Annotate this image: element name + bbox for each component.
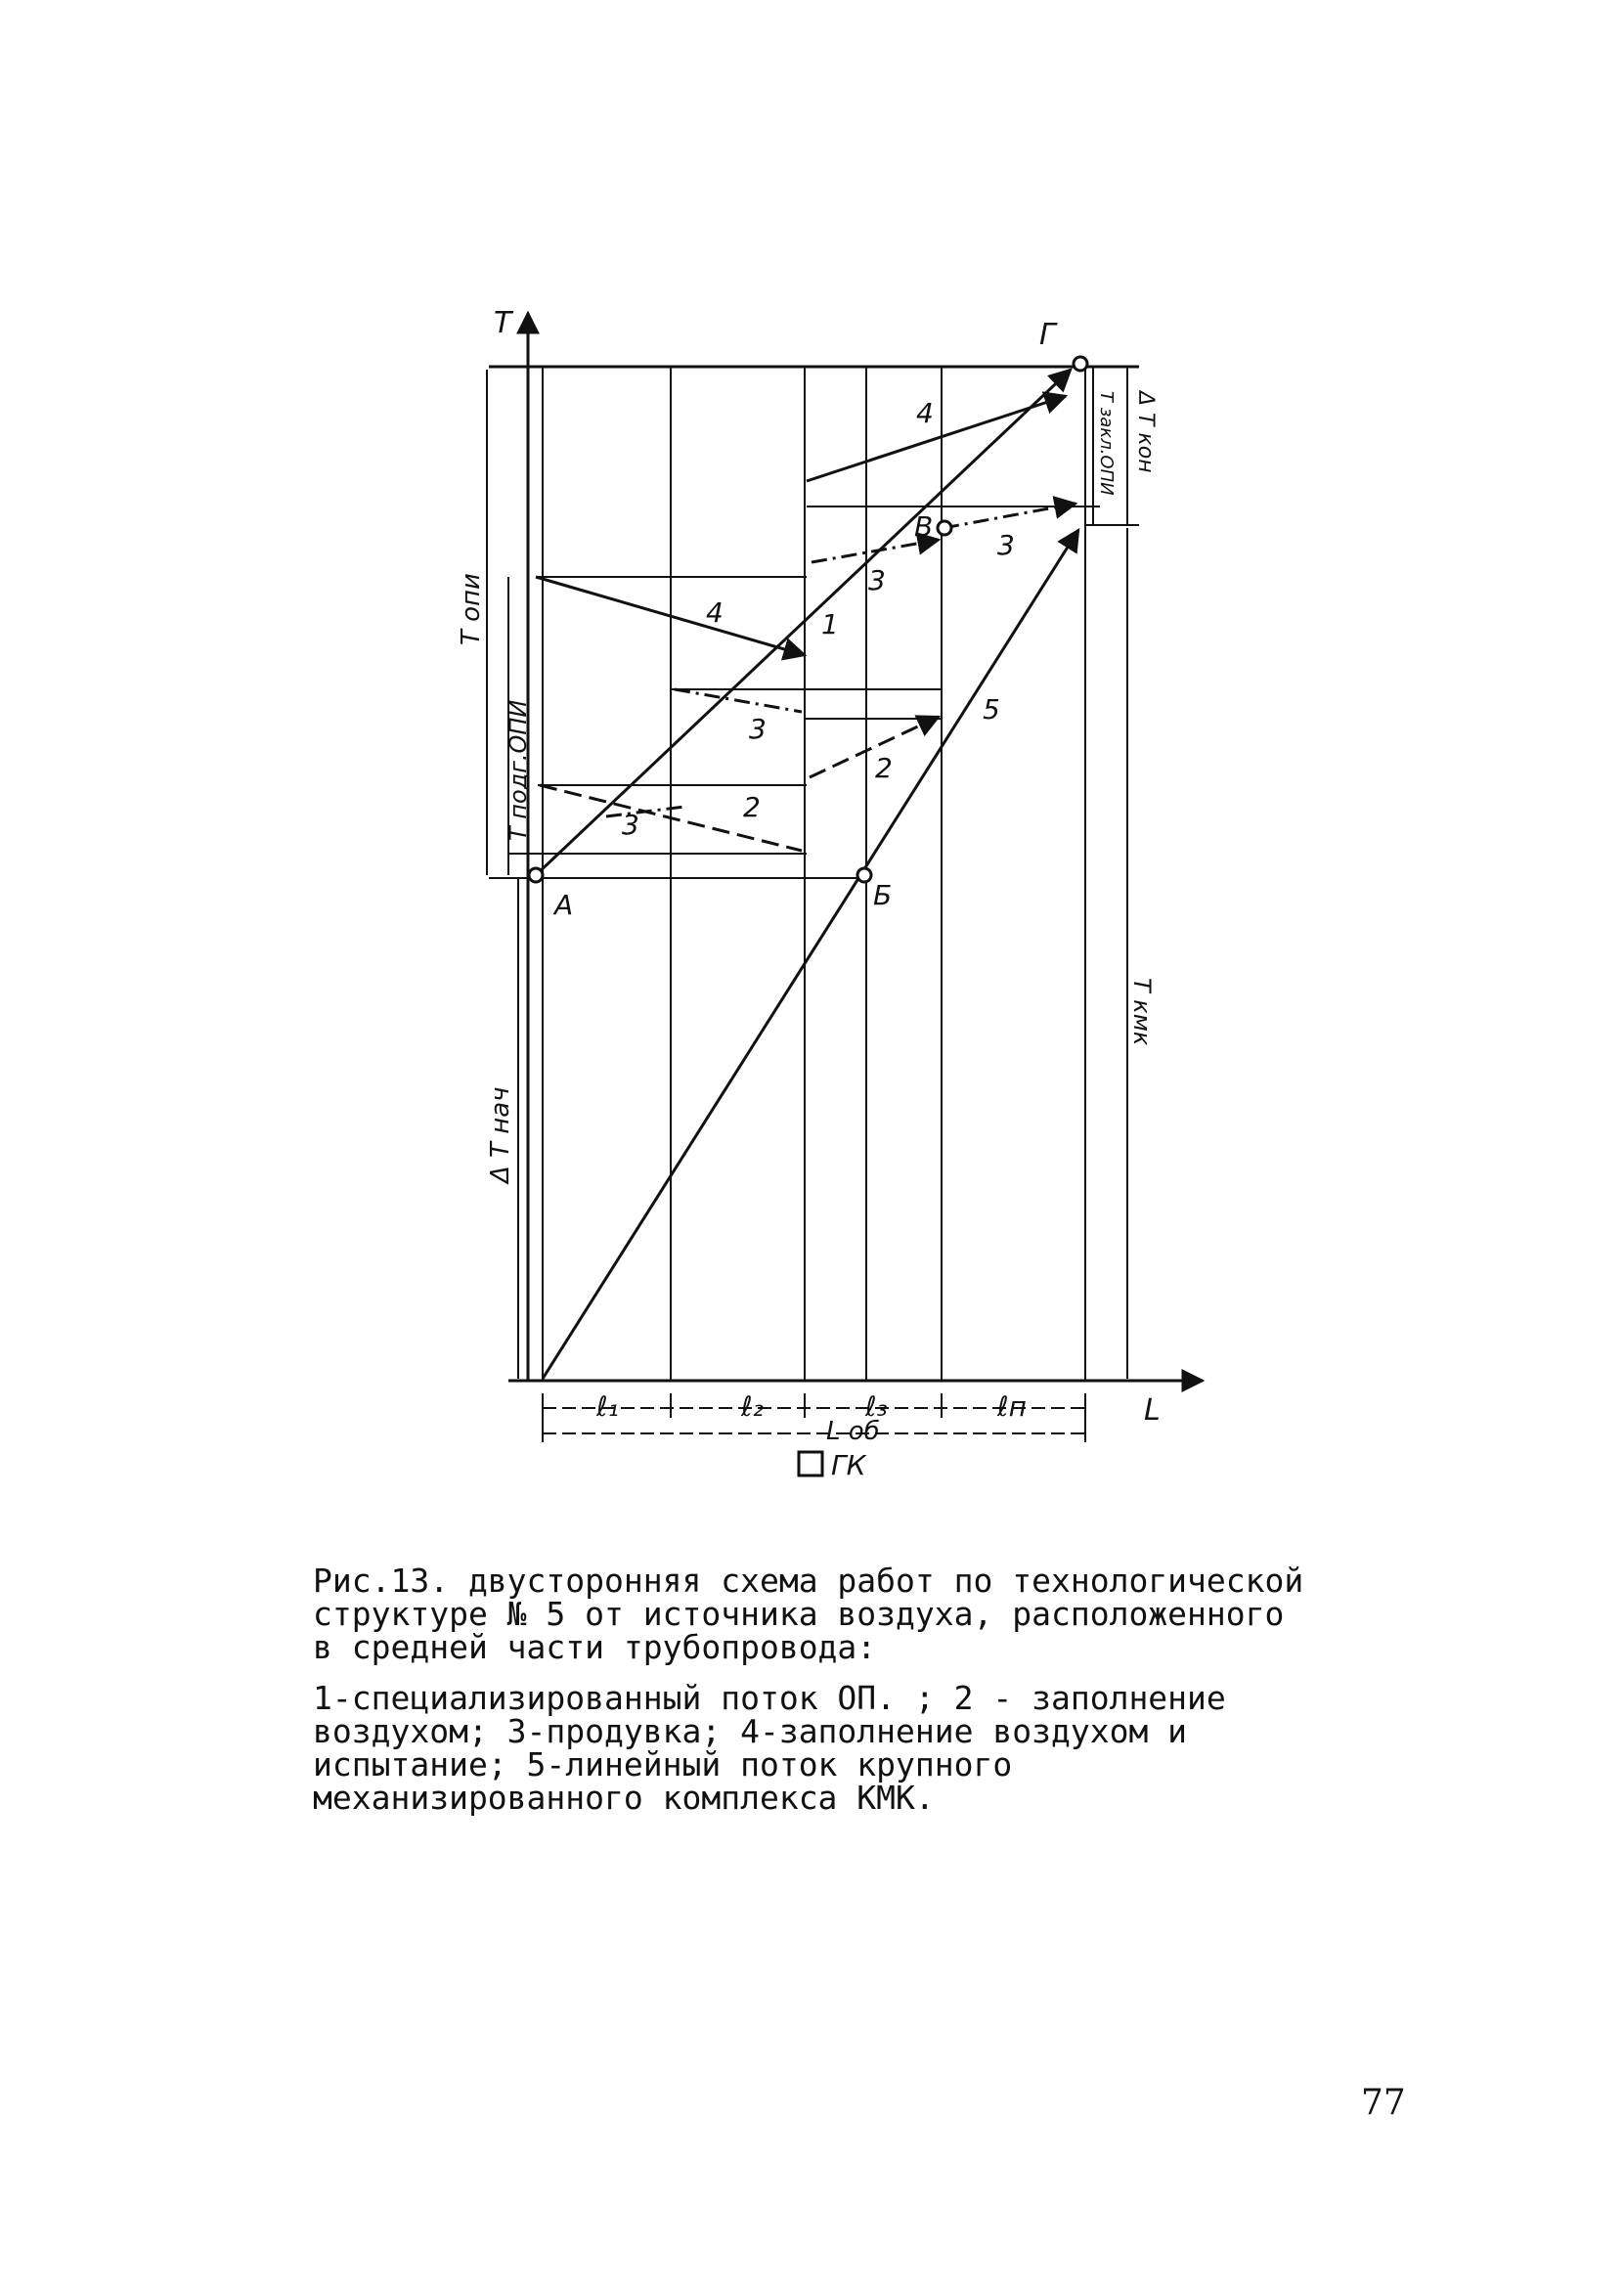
dim-t-zakl-label: T закл.ОПИ <box>1096 391 1117 496</box>
flow-2-upper <box>810 717 939 777</box>
dim-dt-nach-label: Δ T нач <box>486 1086 515 1183</box>
svg-text:4: 4 <box>706 596 724 629</box>
svg-text:3: 3 <box>749 713 767 745</box>
point-g <box>1074 357 1087 371</box>
dim-t-kmk-label: T кмк <box>1128 978 1156 1046</box>
flow-3-mid <box>675 689 802 712</box>
segment-l3-label: ℓ₃ <box>865 1390 888 1423</box>
dim-t-opi-label: T опи <box>457 573 486 645</box>
gk-label: ГК <box>831 1449 866 1481</box>
flow-1-line <box>536 370 1071 875</box>
point-v <box>938 521 951 535</box>
svg-text:3: 3 <box>868 564 886 596</box>
flow-5-line <box>543 530 1078 1379</box>
flow-4-upper <box>807 396 1066 481</box>
point-b <box>857 868 871 882</box>
point-v-label: В <box>914 510 934 543</box>
svg-text:1: 1 <box>821 608 839 640</box>
point-a-label: А <box>554 889 574 921</box>
dim-dt-kon-label: Δ T кон <box>1133 391 1158 473</box>
svg-text:3: 3 <box>997 529 1015 561</box>
point-b-label: Б <box>873 879 893 911</box>
segment-l2-label: ℓ₂ <box>741 1390 764 1423</box>
y-axis-label: T <box>494 306 512 340</box>
point-a <box>529 868 543 882</box>
segment-ln-label: ℓп <box>997 1390 1027 1423</box>
point-g-label: Г <box>1039 318 1056 352</box>
dim-t-podg-label: T подг.ОПИ <box>505 699 532 841</box>
caption-title: Рис.13. двусторонняя схема работ по технологической структуре № 5 от источника воздуха, расположенного в средней части трубопровода: <box>313 1562 1304 1666</box>
x-axis-label: L <box>1144 1393 1161 1428</box>
segment-lob-label: L об <box>826 1417 880 1446</box>
svg-text:5: 5 <box>983 693 1000 726</box>
svg-text:2: 2 <box>875 752 893 784</box>
caption-legend: 1-специализированный поток ОП. ; 2 - заполнение воздухом; 3-продувка; 4-заполнение воздухом и испытание; 5-линейный поток крупного механизированного комплекса КМК. <box>313 1679 1226 1817</box>
segment-l1-label: ℓ₁ <box>596 1390 619 1423</box>
flow-3-upper <box>812 540 939 562</box>
svg-text:2: 2 <box>743 791 761 823</box>
svg-text:3: 3 <box>622 809 639 841</box>
grid-lines <box>543 367 1085 1381</box>
figure-caption <box>313 1564 1320 1815</box>
gk-square-icon <box>799 1452 822 1475</box>
svg-text:4: 4 <box>916 397 934 429</box>
page-number: 77 <box>1361 2083 1406 2123</box>
